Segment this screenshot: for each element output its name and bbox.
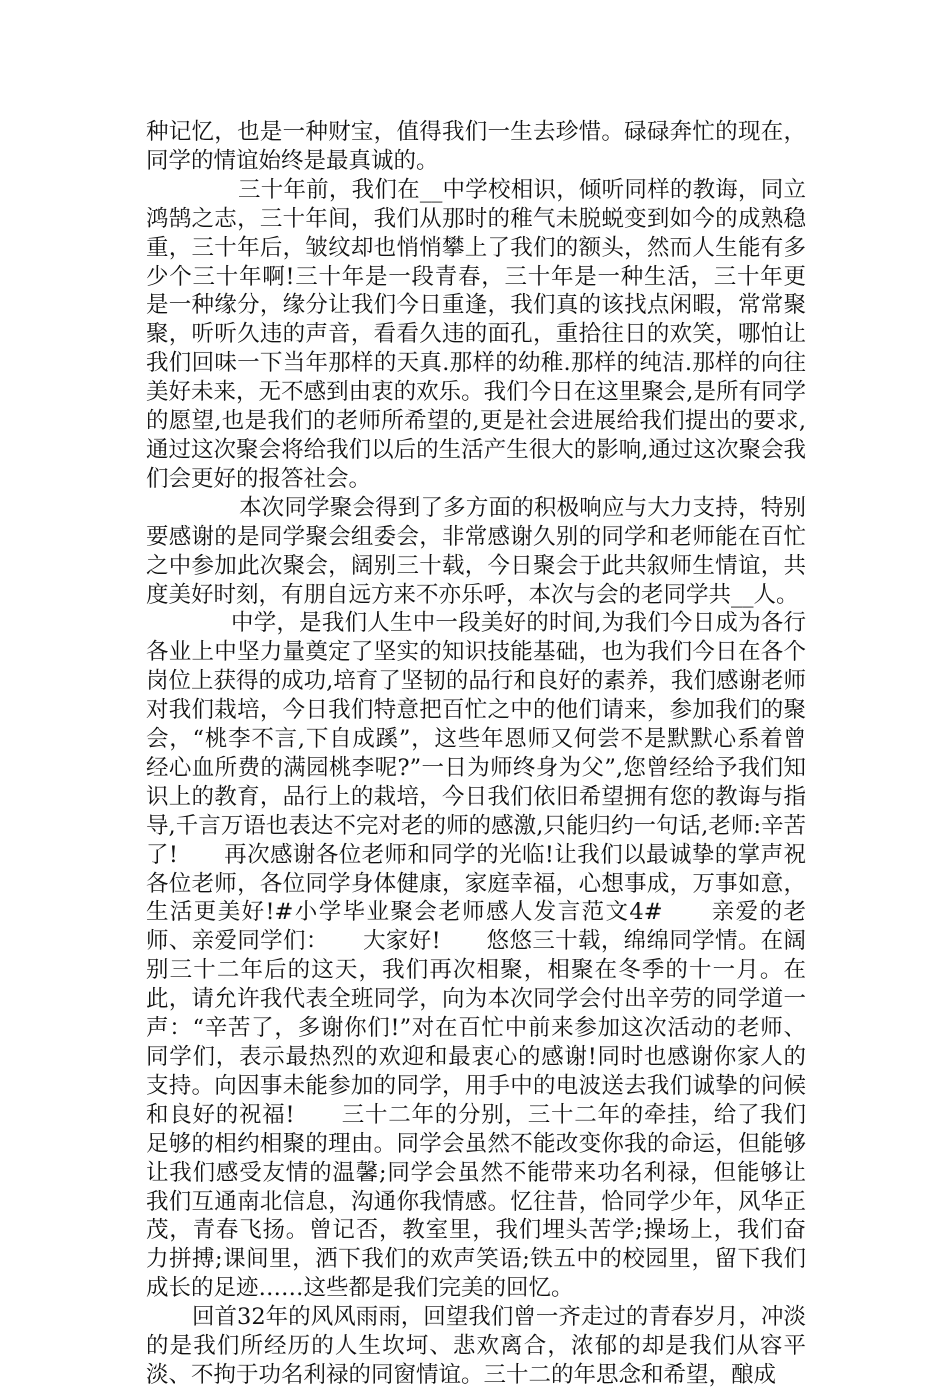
paragraph-5: 回首32年的风风雨雨，回望我们曾一齐走过的青春岁月，冲淡的是我们所经历的人生坎坷、悲欢离合，浓郁的却是我们从容平淡、不拘于功名利禄的同窗情谊。三十二的年思念和希望，酿成: [146, 1304, 806, 1388]
document-body: [146, 118, 806, 1390]
paragraph-2: 三十年前，我们在__中学校相识，倾听同样的教诲，同立鸿鹄之志，三十年间，我们从那时的稚气未脱蜕变到如今的成熟稳重，三十年后，皱纹却也悄悄攀上了我们的额头，然而人生能有多少个三十年啊!三十年是一段青春，三十年是一种生活，三十年更是一种缘分，缘分让我们今日重逢，我们真的该找点闲暇，常常聚聚，听听久违的声音，看看久违的面孔，重拾往日的欢笑，哪怕让我们回味一下当年那样的天真.那样的幼稚.那样的纯洁.那样的向往美好未来，无不感到由衷的欢乐。我们今日在这里聚会,是所有同学的愿望,也是我们的老师所希望的,更是社会进展给我们提出的要求,通过这次聚会将给我们以后的生活产生很大的影响,通过这次聚会我们会更好的报答社会。: [146, 176, 806, 492]
paragraph-4: 中学，是我们人生中一段美好的时间,为我们今日成为各行各业上中坚力量奠定了坚实的知识技能基础，也为我们今日在各个岗位上获得的成功,培育了坚韧的品行和良好的素养，我们感谢老师对我们栽培，今日我们特意把百忙之中的他们请来，参加我们的聚会，“桃李不言,下自成蹊”，这些年恩师又何尝不是默默心系着曾经心血所费的满园桃李呢?”一日为师终身为父”,您曾经给予我们知识上的教育，品行上的栽培，今日我们依旧希望拥有您的教诲与指导,千言万语也表达不完对老的师的感激,只能归约一句话,老师:辛苦了! 再次感谢各位老师和同学的光临!让我们以最诚挚的掌声祝各位老师，各位同学身体健康，家庭幸福，心想事成，万事如意，生活更美好!#小学毕业聚会老师感人发言范文4# 亲爱的老师、亲爱同学们： 大家好! 悠悠三十载，绵绵同学情。在阔别三十二年后的这天，我们再次相聚，相聚在冬季的十一月。在此，请允许我代表全班同学，向为本次同学会付出辛劳的同学道一声：“辛苦了，多谢你们!”对在百忙中前来参加这次活动的老师、同学们，表示最热烈的欢迎和最衷心的感谢!同时也感谢你家人的支持。向因事未能参加的同学，用手中的电波送去我们诚挚的问候和良好的祝福! 三十二年的分别，三十二年的牵挂，给了我们足够的相约相聚的理由。同学会虽然不能改变你我的命运，但能够让我们感受友情的温馨;同学会虽然不能带来功名利禄，但能够让我们互通南北信息，沟通你我情感。忆往昔，恰同学少年，风华正茂，青春飞扬。曾记否，教室里，我们埋头苦学;操场上，我们奋力拼搏;课间里，洒下我们的欢声笑语;铁五中的校园里，留下我们成长的足迹……这些都是我们完美的回忆。: [146, 610, 806, 1302]
paragraph-1: 种记忆，也是一种财宝，值得我们一生去珍惜。碌碌奔忙的现在，同学的情谊始终是最真诚的。: [146, 119, 806, 174]
paragraph-3: 本次同学聚会得到了多方面的积极响应与大力支持，特别要感谢的是同学聚会组委会，非常感谢久别的同学和老师能在百忙之中参加此次聚会，阔别三十载，今日聚会于此共叙师生情谊，共度美好时刻，有朋自远方来不亦乐呼，本次与会的老同学共__人。: [146, 494, 806, 608]
